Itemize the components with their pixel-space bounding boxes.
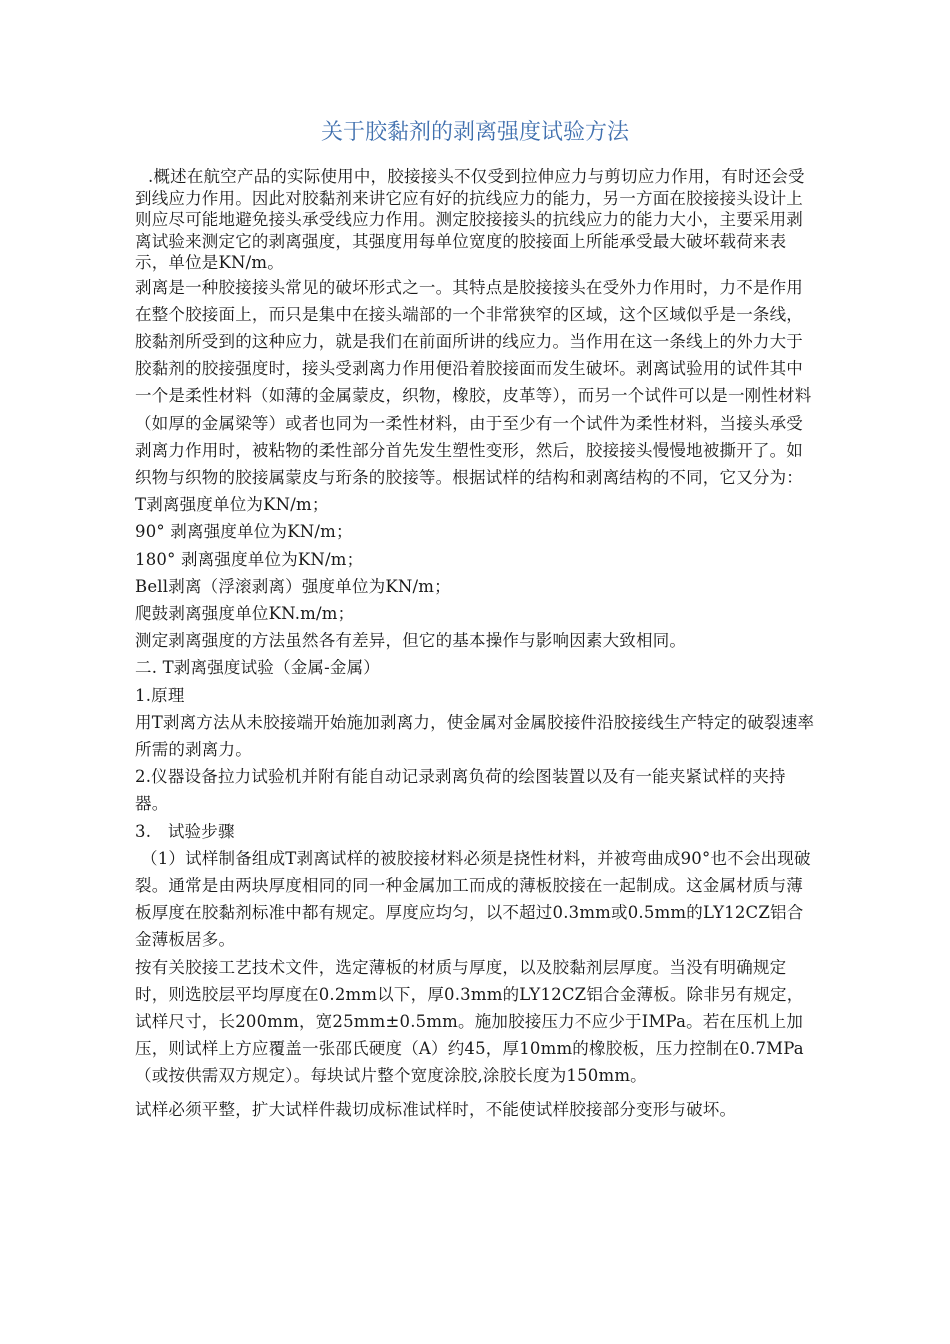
list-item-180-peel: 180° 剥离强度单位为KN/m； xyxy=(135,549,364,569)
list-item-drum-peel: 爬鼓剥离强度单位KN.m/m； xyxy=(135,603,355,623)
list-item-bell-peel: Bell剥离（浮滚剥离）强度单位为KN/m； xyxy=(135,576,451,596)
overview-paragraph: .概述在航空产品的实际使用中，胶接接头不仅受到拉伸应力与剪切应力作用，有时还会受到线应力作用。因此对胶黏剂来讲它应有好的抗线应力的能力，另一方面在胶接接头设计上则应尽可能地避免接头承受线应力作用。测定胶接接头的抗线应力的能力大小，主要采用剥离试验来测定它的剥离强度，其强度用每单位宽度的胶接面上所能承受最大破坏载荷来表示，单位是KN/m。 xyxy=(135,167,805,272)
document-title: 关于胶黏剂的剥离强度试验方法 xyxy=(320,120,629,145)
methods-summary: 测定剥离强度的方法虽然各有差异，但它的基本操作与影响因素大致相同。 xyxy=(135,631,687,651)
subheading-test-steps: 3. 试验步骤 xyxy=(135,821,235,841)
subheading-principle: 1.原理 xyxy=(135,685,185,705)
intro-section xyxy=(135,166,815,274)
main-section xyxy=(135,274,815,1123)
process-paragraph: 按有关胶接工艺技术文件，选定薄板的材质与厚度，以及胶黏剂层厚度。当没有明确规定时，则选胶层平均厚度在0.2mm以下，厚0.3mm的LY12CZ铝合金薄板。除非另有规定，试样尺寸，长200mm，宽25mm±0.5mm。施加胶接压力不应少于IMPa。若在压机上加压，则试样上方应覆盖一张邵氏硬度（A）约45，厚10mm的橡胶板，压力控制在0.7MPa（或按供需双方规定）。每块试片整个宽度涂胶,涂胶长度为150mm。 xyxy=(135,957,804,1086)
peel-description-paragraph: 剥离是一种胶接接头常见的破坏形式之一。其特点是胶接接头在受外力作用时，力不是作用在整个胶接面上，而只是集中在接头端部的一个非常狭窄的区域，这个区域似乎是一条线，胶黏剂所受到的这种应力，就是我们在前面所讲的线应力。当作用在这一条线上的外力大于胶黏剂的胶接强度时，接头受剥离力作用便沿着胶接面而发生破坏。剥离试验用的试件其中一个是柔性材料（如薄的金属蒙皮，织物，橡胶，皮革等），而另一个试件可以是一刚性材料（如厚的金属梁等）或者也同为一柔性材料，由于至少有一个试件为柔性材料，当接头承受剥离力作用时，被粘物的柔性部分首先发生塑性变形，然后，胶接接头慢慢地被撕开了。如织物与织物的胶接属蒙皮与珩条的胶接等。根据试样的结构和剥离结构的不同，它又分为： xyxy=(135,277,812,487)
section-heading-t-peel-test: 二. T剥离强度试验（金属-金属） xyxy=(135,658,380,678)
equipment-paragraph-end: 器。 xyxy=(135,794,169,814)
specimen-prep-paragraph: （1）试样制备组成T剥离试样的被胶接材料必须是挠性材料，并被弯曲成90°也不会出现破裂。通常是由两块厚度相同的同一种金属加工而成的薄板胶接在一起制成。这金属材质与薄板厚度在胶黏剂标准中都有规定。厚度应均匀，以不超过0.3mm或0.5mm的LY12CZ铝合金薄板居多。 xyxy=(135,848,811,950)
list-item-90-peel: 90° 剥离强度单位为KN/m； xyxy=(135,522,353,542)
equipment-paragraph: 2.仪器设备拉力试验机并附有能自动记录剥离负荷的绘图装置以及有一能夹紧试样的夹持 xyxy=(135,767,786,787)
document-body xyxy=(135,166,815,1123)
flatness-paragraph: 试样必须平整，扩大试样件裁切成标准试样时，不能使试样胶接部分变形与破坏。 xyxy=(135,1099,737,1119)
principle-paragraph: 用T剥离方法从未胶接端开始施加剥离力，使金属对金属胶接件沿胶接线生产特定的破裂速率所需的剥离力。 xyxy=(135,712,815,759)
list-item-t-peel: T剥离强度单位为KN/m； xyxy=(135,495,329,515)
